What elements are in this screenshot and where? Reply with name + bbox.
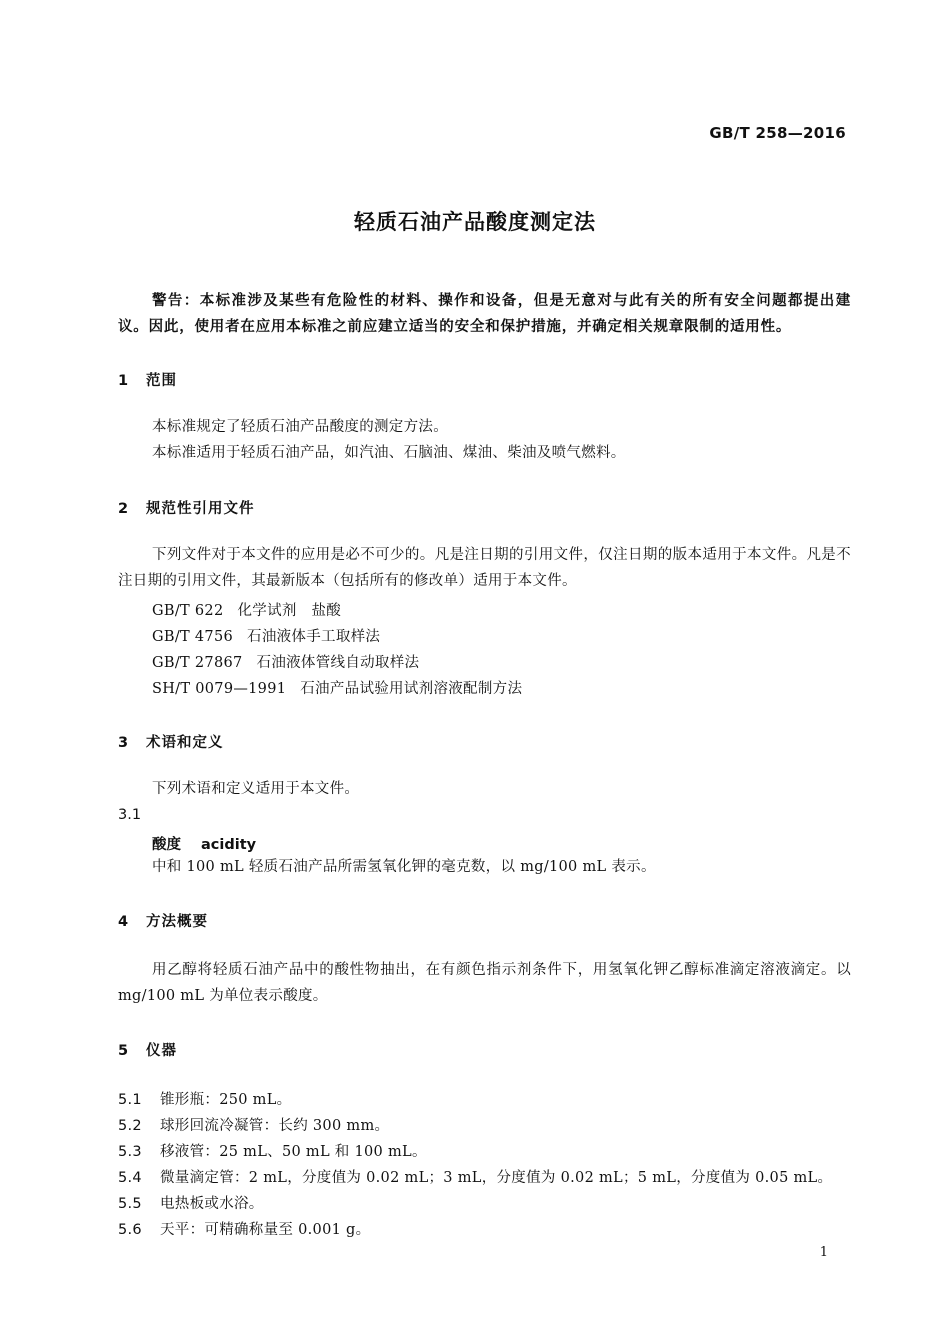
term-definition: 中和 100 mL 轻质石油产品所需氢氧化钾的毫克数，以 mg/100 mL 表示。	[152, 859, 656, 875]
item-text: 微量滴定管：2 mL，分度值为 0.02 mL；3 mL，分度值为 0.02 mL；5 mL，分度值为 0.05 mL。	[160, 1170, 833, 1186]
section-number: 1	[118, 373, 130, 389]
reference-item	[152, 625, 380, 646]
normative-references-intro: 下列文件对于本文件的应用是必不可少的。凡是注日期的引用文件，仅注日期的版本适用于本文件。凡是不注日期的引用文件，其最新版本（包括所有的修改单）适用于本文件。	[118, 547, 851, 589]
standard-code: GB/T 258—2016	[709, 124, 846, 142]
section-3-heading	[118, 731, 224, 752]
method-summary-paragraph: 用乙醇将轻质石油产品中的酸性物抽出，在有颜色指示剂条件下，用氢氧化钾乙醇标准滴定溶液滴定。以 mg/100 mL 为单位表示酸度。	[118, 962, 851, 1004]
document-title: 轻质石油产品酸度测定法	[354, 210, 596, 234]
item-text: 球形回流冷凝管：长约 300 mm。	[160, 1118, 390, 1134]
item-number: 5.3	[118, 1144, 142, 1160]
reference-code: SH/T 0079—1991	[152, 681, 287, 697]
scope-paragraph-2: 本标准适用于轻质石油产品，如汽油、石脑油、煤油、柴油及喷气燃料。	[152, 445, 626, 461]
page-number: 1	[819, 1245, 828, 1260]
reference-item	[152, 677, 522, 698]
item-text: 天平：可精确称量至 0.001 g。	[160, 1222, 371, 1238]
apparatus-item	[118, 1088, 291, 1109]
reference-code: GB/T 27867	[152, 655, 243, 671]
section-5-heading	[118, 1039, 177, 1060]
item-text: 电热板或水浴。	[160, 1196, 264, 1212]
reference-title: 石油液体管线自动取样法	[256, 655, 420, 671]
section-title: 范围	[146, 373, 177, 389]
apparatus-item	[118, 1218, 370, 1239]
reference-code: GB/T 622	[152, 603, 224, 619]
section-number: 5	[118, 1043, 130, 1059]
apparatus-item	[118, 1140, 427, 1161]
section-number: 3	[118, 735, 130, 751]
reference-item	[152, 599, 341, 620]
reference-title: 化学试剂 盐酸	[237, 603, 342, 619]
reference-title: 石油液体手工取样法	[247, 629, 381, 645]
scope-paragraph-1: 本标准规定了轻质石油产品酸度的测定方法。	[152, 419, 448, 435]
reference-code: GB/T 4756	[152, 629, 234, 645]
section-title: 方法概要	[146, 914, 208, 930]
section-1-heading	[118, 369, 177, 390]
section-title: 仪器	[146, 1043, 177, 1059]
section-number: 2	[118, 501, 130, 517]
item-text: 锥形瓶：250 mL。	[160, 1092, 292, 1108]
item-number: 5.6	[118, 1222, 142, 1238]
section-number: 4	[118, 914, 130, 930]
reference-title: 石油产品试验用试剂溶液配制方法	[300, 681, 523, 697]
item-number: 5.4	[118, 1170, 142, 1186]
section-2-heading	[118, 497, 255, 518]
term-chinese: 酸度	[152, 837, 181, 853]
reference-item	[152, 651, 419, 672]
apparatus-item	[118, 1192, 264, 1213]
section-title: 术语和定义	[146, 735, 224, 751]
item-number: 5.5	[118, 1196, 142, 1212]
item-number: 5.1	[118, 1092, 142, 1108]
item-text: 移液管：25 mL、50 mL 和 100 mL。	[160, 1144, 427, 1160]
term-entry	[152, 833, 256, 854]
terms-intro: 下列术语和定义适用于本文件。	[152, 781, 360, 797]
apparatus-item	[118, 1166, 832, 1187]
section-title: 规范性引用文件	[146, 501, 255, 517]
apparatus-item	[118, 1114, 389, 1135]
term-number: 3.1	[118, 807, 142, 823]
section-4-heading	[118, 910, 208, 931]
warning-paragraph: 警告：本标准涉及某些有危险性的材料、操作和设备，但是无意对与此有关的所有安全问题都提出建议。因此，使用者在应用本标准之前应建立适当的安全和保护措施，并确定相关规章限制的适用性。	[118, 293, 851, 335]
term-english: acidity	[201, 837, 257, 853]
item-number: 5.2	[118, 1118, 142, 1134]
